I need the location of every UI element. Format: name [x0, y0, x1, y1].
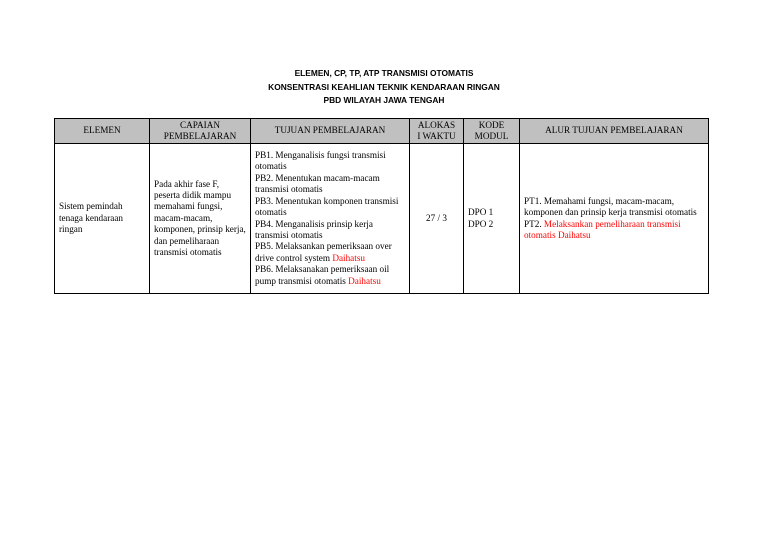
table-row: [55, 144, 709, 294]
header-tujuan: TUJUAN PEMBELAJARAN: [251, 119, 410, 144]
header-capaian: CAPAIAN PEMBELAJARAN: [150, 119, 251, 144]
header-alur: ALUR TUJUAN PEMBELAJARAN: [520, 119, 709, 144]
alur-pt2: PT2. Melaksankan pemeliharaan transmisi otomatis Daihatsu: [524, 218, 681, 240]
alur-pt2-highlight: Melaksankan pemeliharaan transmisi otomatis Daihatsu: [524, 218, 681, 240]
kode-1: DPO 1: [468, 207, 494, 218]
tujuan-pb6: PB6. Melaksanakan pemeriksaan oil pump transmisi otomatis Daihatsu: [255, 264, 390, 286]
tujuan-pb1: PB1. Menganalisis fungsi transmisi otomatis: [255, 150, 386, 172]
tujuan-pb3: PB3. Menentukan komponen transmisi otomatis: [255, 195, 399, 218]
table-header-row: [55, 119, 709, 144]
title-line-2: KONSENTRASI KEAHLIAN TEKNIK KENDARAAN RINGAN: [268, 81, 500, 92]
cell-tujuan: [251, 144, 410, 294]
cell-elemen: Sistem pemindah tenaga kendaraan ringan: [55, 144, 150, 294]
cell-alur: [520, 144, 709, 294]
kode-2: DPO 2: [468, 218, 494, 229]
header-alokasi: ALOKAS I WAKTU: [410, 119, 464, 144]
tujuan-pb4: PB4. Menganalisis prinsip kerja transmisi otomatis: [255, 218, 373, 240]
tujuan-pb5-highlight: Daihatsu: [332, 252, 365, 263]
tujuan-pb5: PB5. Melaksankan pemeriksaan over drive control system Daihatsu: [255, 241, 392, 263]
title-line-1: ELEMEN, CP, TP, ATP TRANSMISI OTOMATIS: [294, 68, 474, 78]
header-elemen: ELEMEN: [55, 119, 150, 144]
title-line-3: PBD WILAYAH JAWA TENGAH: [323, 95, 445, 105]
cell-capaian: Pada akhir fase F, peserta didik mampu memahami fungsi, macam-macam, komponen, prinsip kerja, dan pemeliharaan transmisi otomatis: [150, 144, 251, 294]
header-kode-modul: KODE MODUL: [464, 119, 520, 144]
tujuan-pb2: PB2. Menentukan macam-macam transmisi otomatis: [255, 172, 380, 195]
cell-alokasi: 27 / 3: [410, 144, 464, 294]
tujuan-pb6-highlight: Daihatsu: [348, 275, 381, 286]
document-title: [0, 67, 768, 108]
atp-table: [54, 118, 709, 294]
alur-pt1: PT1. Memahami fungsi, macam-macam, komponen dan prinsip kerja transmisi otomatis: [524, 195, 697, 218]
cell-kode-modul: [464, 144, 520, 294]
